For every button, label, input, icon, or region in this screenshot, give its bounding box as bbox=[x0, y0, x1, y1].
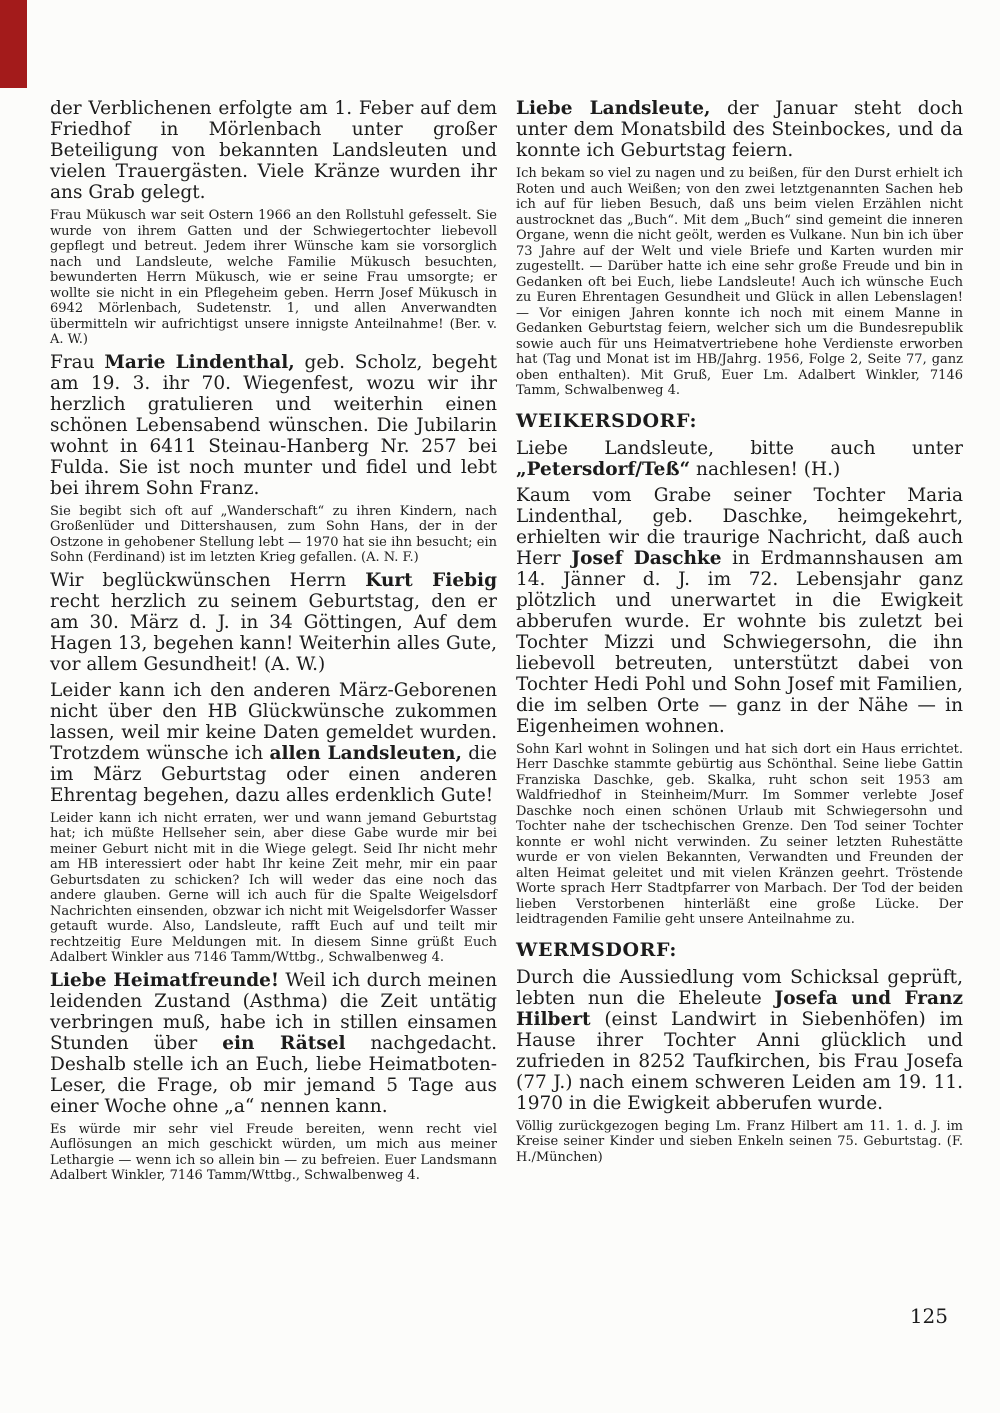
red-corner-mark bbox=[0, 0, 27, 88]
right-column bbox=[516, 98, 963, 1188]
bold-petersdorf-tess: „Petersdorf/Teß“ bbox=[516, 458, 691, 480]
page-number: 125 bbox=[909, 1304, 948, 1328]
para-daschke-family-details: Sohn Karl wohnt in Solingen und hat sich dort ein Haus errichtet. Herr Daschke stammte gebürtig aus Schönthal. Seine liebe Gattin Franziska Daschke, geb. Skalka, ruht schon seit 1953 am Waldfriedhof in Steinheim/Murr. Im Sommer verlebte Josef Daschke noch einen schönen Urlaub mit Schwiegersohn und Tochter nahe der tschechischen Grenze. Den Tod seiner Tochter konnte er wohl nicht verwinden. Zu seiner letzten Ruhestätte wurde er von vielen Bekannten, Verwandten und Freunden der alten Heimat geleitet und mit vielen Kränzen geehrt. Tröstende Worte sprach Herr Stadtpfarrer von Marbach. Der Tod der beiden lieben Verstorbenen hinterläßt eine große Lücke. Der leidtragenden Familie geht unsere Anteilnahme zu. bbox=[516, 741, 963, 927]
text-run: Liebe Landsleute, bitte auch unter bbox=[516, 437, 963, 459]
bold-liebe-landsleute: Liebe Landsleute, bbox=[516, 98, 711, 119]
text-run: in Erdmannshausen am 14. Jänner d. J. im 72. Lebensjahr ganz plötzlich und unerwartet in die Ewigkeit abberufen wurde. Er wohnte bis zuletzt bei Tochter Mizzi und Schwiegersohn, die ihn liebevoll betreuten, unterstützt dabei von Tochter Hedi Pohl und Sohn Josef mit Familien, die im selben Orte — ganz in der Nähe — in Eigenheimen wohnen. bbox=[516, 547, 963, 737]
bold-allen-landsleuten: allen Landsleuten, bbox=[269, 742, 462, 764]
bold-ein-raetsel: ein Rätsel bbox=[222, 1032, 346, 1054]
para-petersdorf-tess-note bbox=[516, 438, 963, 480]
para-march-birthdays bbox=[50, 680, 497, 806]
para-kurt-fiebig-birthday bbox=[50, 570, 497, 675]
two-column-layout bbox=[50, 98, 963, 1188]
para-frau-muekusch-care: Frau Mükusch war seit Ostern 1966 an den Rollstuhl gefesselt. Sie wurde von ihrem Gatten und der Schwiegertochter liebevoll gepflegt und betreut. Jedem ihrer Wünsche kam sie vorsorglich nach und Landsleute, welche Familie Mükusch besuchten, bewunderten Herrn Mükusch, wie er seine Frau umsorgte; er wollte sie nicht in ein Pflegeheim geben. Herrn Josef Mükusch in 6942 Mörlenbach, Sudetenstr. 1, und allen Anverwandten übermitteln wir aufrichtigst unsere innigste Anteilnahme! (Ber. v. A. W.) bbox=[50, 208, 497, 347]
para-hellseher-appeal: Leider kann ich nicht erraten, wer und wann jemand Geburtstag hat; ich müßte Hellseher sein, aber diese Gabe wurde mir bei meiner Geburt nicht mit in die Wiege gelegt. Seid Ihr nicht mehr am HB interessiert oder habt Ihr keine Zeit mehr, mir ein paar Geburtsdaten zu schicken? Ich will weder das eine noch das andere glauben. Gerne will ich auch für die Spalte Weigelsdorf Nachrichten einsenden, obzwar ich nicht mit Weigelsdorfer Wasser getauft wurde. Also, Landsleute, rafft Euch auf und teilt mir rechtzeitig Eure Meldungen mit. In diesem Sinne grüßt Euch Adalbert Winkler aus 7146 Tamm/Wttbg., Schwalbenweg 4. bbox=[50, 810, 497, 965]
text-run: geb. Scholz, begeht am 19. 3. ihr 70. Wiegenfest, wozu wir ihr herzlich gratulieren und weiterhin einen schönen Lebensabend wünschen. Die Jubilarin wohnt in 6411 Steinau-Hanberg Nr. 257 bei Fulda. Sie ist noch munter und fidel und lebt bei ihrem Sohn Franz. bbox=[50, 351, 497, 499]
name-marie-lindenthal: Marie Lindenthal, bbox=[104, 351, 295, 373]
text-run: die im März Geburtstag oder einen anderen Ehrentag begehen, dazu alles erdenklich Gute! bbox=[50, 742, 497, 806]
left-column bbox=[50, 98, 497, 1188]
para-funeral-moerlenbach: der Verblichenen erfolgte am 1. Feber auf dem Friedhof in Mörlenbach unter großer Beteiligung von bekannten Landsleuten und vielen Trauergästen. Viele Kränze wurden ihr ans Grab gelegt. bbox=[50, 98, 497, 203]
text-run: nachgedacht. Deshalb stelle ich an Euch, liebe Heimatboten-Leser, die Frage, ob mir jemand 5 Tage aus einer Woche ohne „a“ nennen kann. bbox=[50, 1032, 497, 1117]
text-run: Leider kann ich den anderen März-Geborenen nicht über den HB Glückwünsche zukommen lassen, weil mir keine Daten gemeldet wurden. Trotzdem wünsche ich bbox=[50, 679, 497, 764]
para-franz-hilbert-birthday: Völlig zurückgezogen beging Lm. Franz Hilbert am 11. 1. d. J. im Kreise seiner Kinder und sieben Enkeln seinen 75. Geburtstag. (F. H./München) bbox=[516, 1118, 963, 1165]
bold-liebe-heimatfreunde: Liebe Heimatfreunde! bbox=[50, 969, 280, 991]
text-run: (einst Landwirt in Siebenhöfen) im Hause ihrer Tochter Anni glücklich und zufrieden in 8252 Taufkirchen, bis Frau Josefa (77 J.) nach einem schweren Leiden am 19. 11. 1970 in die Ewigkeit abberufen wurde. bbox=[516, 1008, 963, 1114]
text-run: der Januar steht doch unter dem Monatsbild des Steinbockes, und da konnte ich Geburtstag feiern. bbox=[516, 98, 963, 161]
heading-weikersdorf: WEIKERSDORF: bbox=[516, 409, 698, 432]
text-run: Durch die Aussiedlung vom Schicksal geprüft, lebten nun die Eheleute bbox=[516, 966, 963, 1009]
text-run: nachlesen! (H.) bbox=[690, 458, 841, 480]
para-josef-daschke-obituary bbox=[516, 485, 963, 737]
name-josefa-franz-hilbert: Josefa und Franz Hilbert bbox=[516, 987, 963, 1030]
name-josef-daschke: Josef Daschke bbox=[571, 547, 722, 569]
text-run: Weil ich durch meinen leidenden Zustand (Asthma) die Zeit untätig verbringen muß, habe ich in stillen einsamen Stunden über bbox=[50, 969, 497, 1054]
heading-wermsdorf: WERMSDORF: bbox=[516, 938, 678, 961]
para-raetsel-aufloesung: Es würde mir sehr viel Freude bereiten, wenn recht viel Auflösungen an mich geschickt würden, um mich aus meiner Lethargie — wenn ich so allein bin — zu befreien. Euer Landsmann Adalbert Winkler, 7146 Tamm/Wttbg., Schwalbenweg 4. bbox=[50, 1121, 497, 1183]
text-run: Frau bbox=[50, 351, 105, 373]
para-raetsel-heimatfreunde bbox=[50, 970, 497, 1117]
text-run: Kaum vom Grabe seiner Tochter Maria Lindenthal, geb. Daschke, heimgekehrt, erhielten wir die traurige Nachricht, daß auch Herr bbox=[516, 484, 963, 569]
name-kurt-fiebig: Kurt Fiebig bbox=[365, 569, 498, 591]
text-run: Wir beglückwünschen Herrn bbox=[50, 569, 366, 591]
para-hilbert-josefa-obituary bbox=[516, 967, 963, 1114]
para-wanderschaft-note: Sie begibt sich oft auf „Wanderschaft“ zu ihren Kindern, nach Großenlüder und Dittershausen, zum Sohn Hans, der in der Ostzone in gehobener Stellung lebt — 1970 hat sie ihn besucht; ein Sohn (Ferdinand) ist im letzten Krieg gefallen. (A. N. F.) bbox=[50, 503, 497, 565]
para-marie-lindenthal-birthday bbox=[50, 352, 497, 499]
text-run: recht herzlich zu seinem Geburtstag, den er am 30. März d. J. in 34 Göttingen, Auf dem Hagen 13, begehen kann! Weiterhin alles Gute, vor allem Gesundheit! (A. W.) bbox=[50, 590, 497, 675]
para-liebe-landsleute-january bbox=[516, 98, 963, 161]
para-geburtstag-details: Ich bekam so viel zu nagen und zu beißen, für den Durst erhielt ich Roten und auch Weißen; von den zwei letztgenannten Sachen heb ich auf für lieben Besuch, daß uns beim vielen Erzählen nicht austrocknet das „Buch“. Mit dem „Buch“ sind gemeint die inneren Organe, wenn die nicht geölt, werden es Vulkane. Nun bin ich über 73 Jahre auf der Welt und viele Briefe und Karten wurden mir zugestellt. — Darüber hatte ich eine sehr große Freude und bin in Gedanken oft bei Euch, liebe Landsleute! Auch ich wünsche Euch zu Euren Ehrentagen Gesundheit und Glück in allen Lebenslagen! — Vor einigen Jahren konnte ich noch mit einem Manne in Gedanken Geburtstag feiern, welcher sich um die Bundesrepublik sowie auch für uns Heimatvertriebene hohe Verdienste erworben hat (Tag und Monat ist im HB/Jahrg. 1956, Folge 2, Seite 77, ganz oben enthalten). Mit Gruß, Euer Lm. Adalbert Winkler, 7146 Tamm, Schwalbenweg 4. bbox=[516, 166, 963, 398]
